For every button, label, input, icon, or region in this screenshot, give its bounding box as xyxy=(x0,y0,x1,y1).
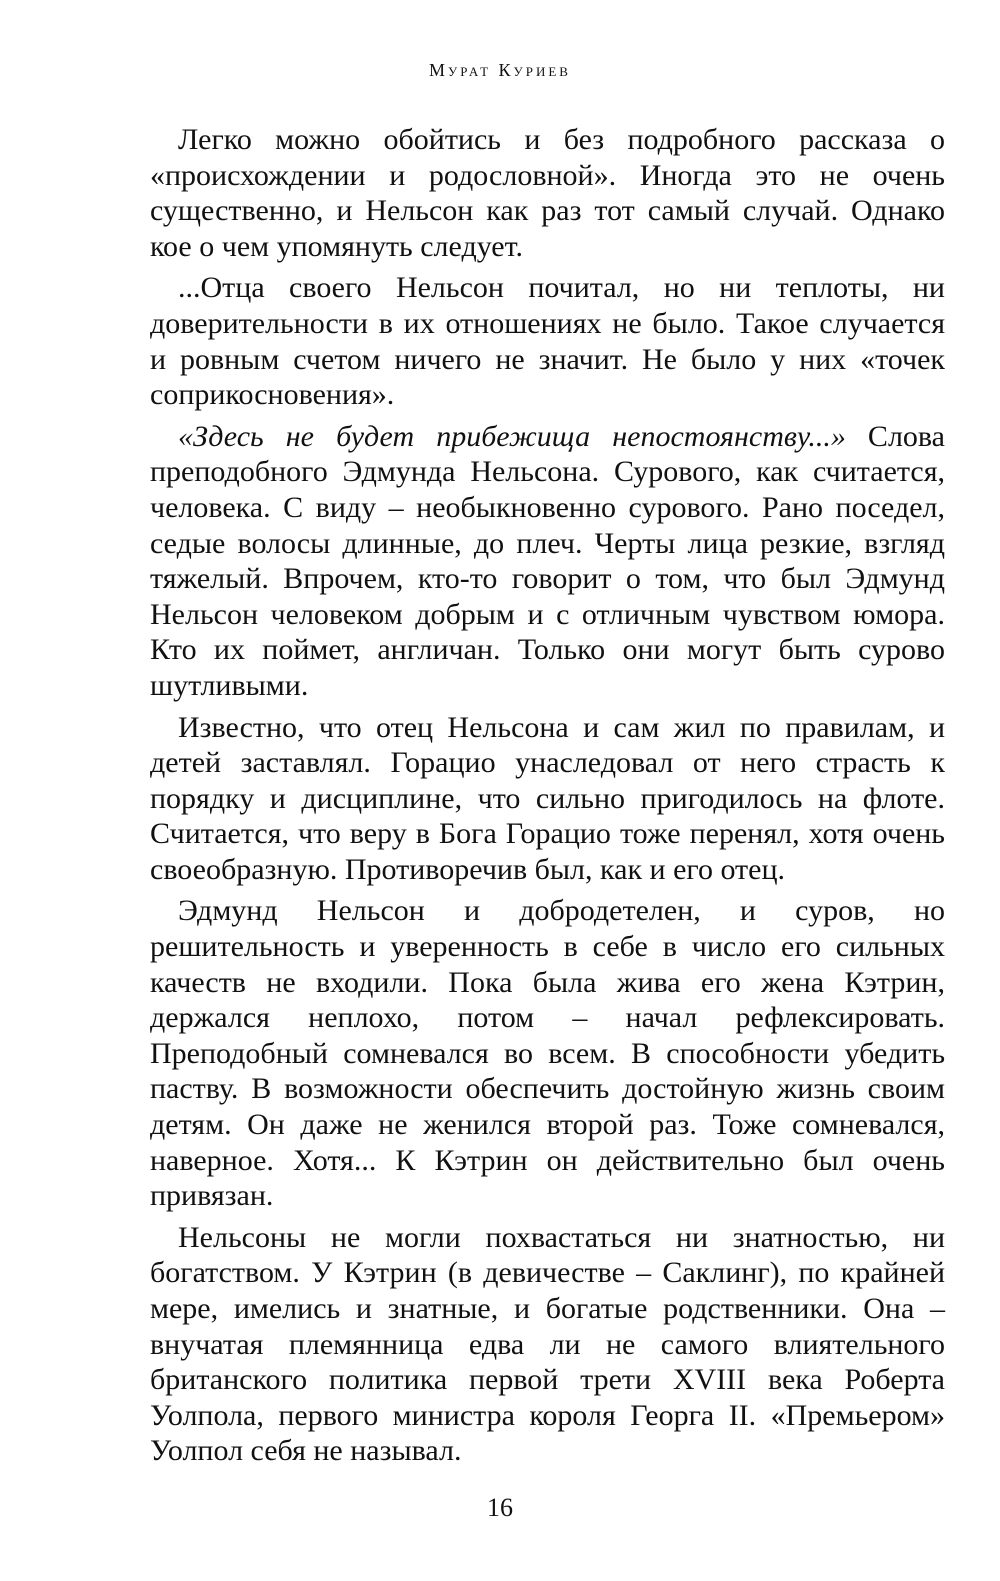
page-number: 16 xyxy=(487,1493,513,1522)
paragraph-2 xyxy=(150,270,945,412)
paragraph-2-text: ...Отца своего Нельсон почитал, но ни теплоты, ни доверительности в их отношениях не было. Такое случается и ровным счетом ничего не значит. Не было у них «точек соприкосновения». xyxy=(150,271,945,412)
paragraph-1-text: Легко можно обойтись и без подробного рассказа о «происхождении и родословной». Иногда это не очень существенно, и Нельсон как раз тот самый случай. Однако кое о чем упомянуть следует. xyxy=(150,123,945,263)
paragraph-3-text: Слова преподобного Эдмунда Нельсона. Сурового, как считается, человека. С виду – необыкновенно сурового. Рано поседел, седые волосы длинные, до плеч. Черты лица резкие, взгляд тяжелый. Впрочем, кто-то говорит о том, что был Эдмунд Нельсон человеком добрым и с отличным чувством юмора. Кто их поймет, англичан. Только они могут быть сурово шутливыми. xyxy=(150,419,945,702)
quote-italic: «Здесь не будет прибежища непостоянству...» xyxy=(178,419,846,453)
running-head: Мурат Куриев xyxy=(429,60,571,80)
paragraph-6 xyxy=(150,1220,945,1469)
paragraph-5 xyxy=(150,893,945,1213)
paragraph-4 xyxy=(150,710,945,888)
paragraph-4-text: Известно, что отец Нельсона и сам жил по правилам, и детей заставлял. Горацио унаследовал от него страсть к порядку и дисциплине, что сильно пригодилось на флоте. Считается, что веру в Бога Горацио тоже перенял, хотя очень своеобразную. Противоречив был, как и его отец. xyxy=(150,710,945,886)
body-text xyxy=(150,122,945,1475)
paragraph-3 xyxy=(150,419,945,704)
paragraph-5-text: Эдмунд Нельсон и добродетелен, и суров, но решительность и уверенность в себе в число его сильных качеств не входили. Пока была жива его жена Кэтрин, держался неплохо, потом – начал рефлексировать. Преподобный сомневался во всем. В способности убедить паству. В возможности обеспечить достойную жизнь своим детям. Он даже не женился второй раз. Тоже сомневался, наверное. Хотя... К Кэтрин он действительно был очень привязан. xyxy=(150,894,945,1213)
paragraph-1 xyxy=(150,122,945,264)
paragraph-6-text: Нельсоны не могли похвастаться ни знатностью, ни богатством. У Кэтрин (в девичестве – Саклинг), по крайней мере, имелись и знатные, и богатые родственники. Она – внучатая племянница едва ли не самого влиятельного британского политика первой трети XVIII века Роберта Уолпола, первого министра короля Георга II. «Премьером» Уолпол себя не называл. xyxy=(150,1220,945,1468)
